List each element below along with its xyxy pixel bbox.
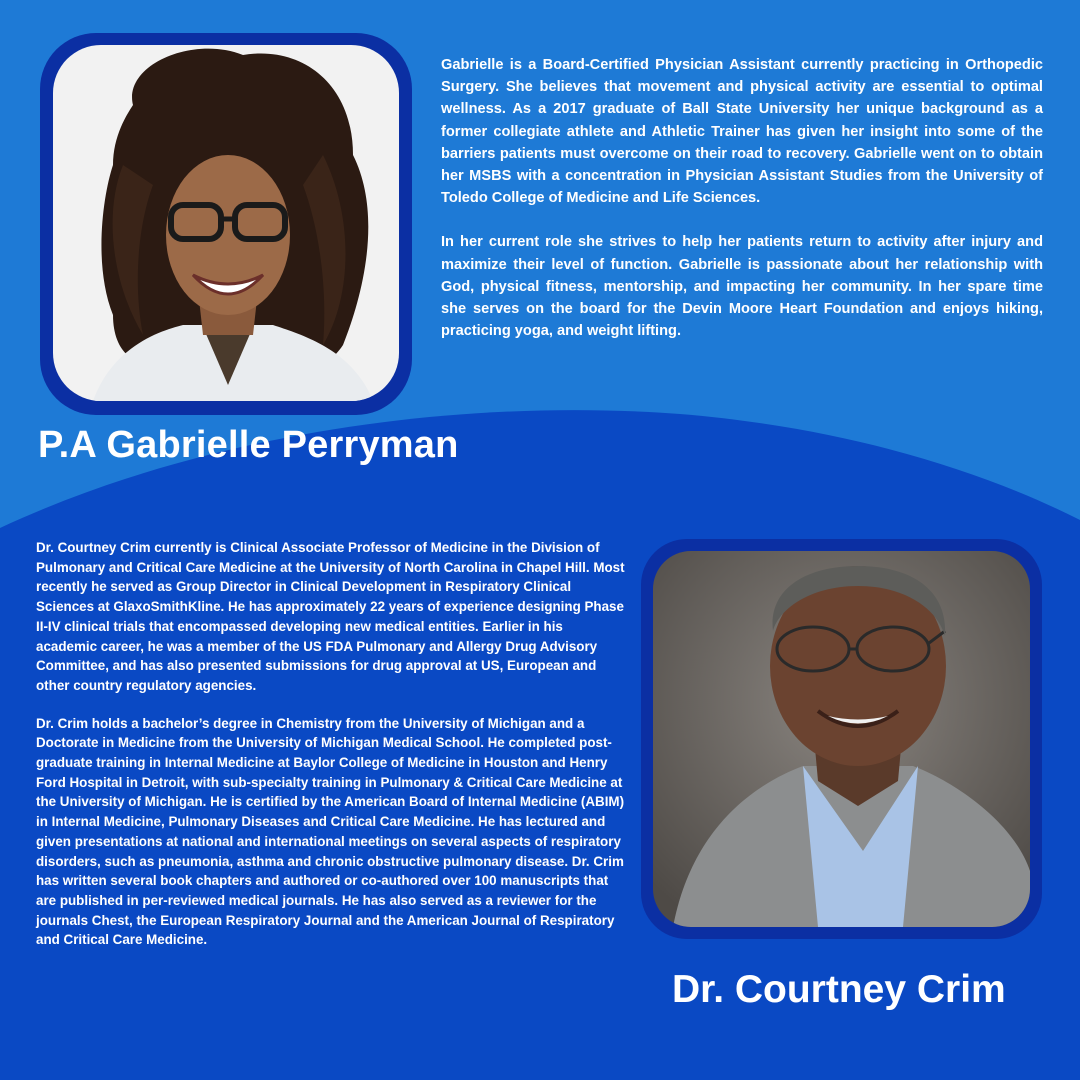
gabrielle-photo-frame — [40, 33, 412, 415]
courtney-bio-paragraph-1: Dr. Courtney Crim currently is Clinical Associate Professor of Medicine in the Division of Pulmonary and Critical Care Medicine at the University of North Carolina in Chapel Hill. Most recently he served as Group Director in Clinical Development in Respiratory Clinical Sciences at GlaxoSmithKline. He has approximately 22 years of experience designing Phase II-IV clinical trials that encompassed developing new medical entities. Earlier in his academic career, he was a member of the US FDA Pulmonary and Allergy Drug Advisory Committee, and has also presented submissions for drug approval at US, European and other country regulatory agencies. — [36, 540, 625, 693]
gabrielle-name: P.A Gabrielle Perryman — [38, 424, 459, 466]
gabrielle-bio — [441, 54, 1043, 364]
gabrielle-portrait — [53, 45, 399, 401]
courtney-name: Dr. Courtney Crim — [672, 968, 1006, 1011]
courtney-bio — [36, 538, 626, 968]
gabrielle-bio-paragraph-2: In her current role she strives to help her patients return to activity after injury and maximize their level of function. Gabrielle is passionate about her relationship with God, physical fitness, mentorship, and impacting her community. In her spare time she serves on the board for the Devin Moore Heart Foundation and enjoys hiking, practicing yoga, and weight lifting. — [441, 234, 1043, 340]
courtney-portrait — [653, 551, 1030, 927]
courtney-bio-paragraph-2: Dr. Crim holds a bachelor’s degree in Chemistry from the University of Michigan and a Doctorate in Medicine from the University of Michigan Medical School. He completed post-graduate training in Internal Medicine at Baylor College of Medicine in Houston and Henry Ford Hospital in Detroit, with sub-specialty training in Pulmonary & Critical Care Medicine at the University of Michigan. He is certified by the American Board of Internal Medicine (ABIM) in Internal Medicine, Pulmonary Diseases and Critical Care Medicine. He has lectured and given presentations at national and international meetings on several aspects of respiratory disorders, such as pneumonia, asthma and chronic obstructive pulmonary disease. Dr. Crim has written several book chapters and authored or co-authored over 100 manuscripts that are published in per-reviewed medical journals. He has also served as a reviewer for the journals Chest, the European Respiratory Journal and the American Journal of Respiratory and Critical Care Medicine. — [36, 715, 625, 948]
gabrielle-bio-paragraph-1: Gabrielle is a Board-Certified Physician Assistant currently practicing in Orthopedic Surgery. She believes that movement and physical activity are essential to optimal wellness. As a 2017 graduate of Ball State University her unique background as a former collegiate athlete and Athletic Trainer has given her insight into some of the barriers patients must overcome on their road to recovery. Gabrielle went on to obtain her MSBS with a concentration in Physician Assistant Studies from the University of Toledo College of Medicine and Life Sciences. — [441, 57, 1043, 207]
courtney-photo-frame — [641, 539, 1042, 939]
